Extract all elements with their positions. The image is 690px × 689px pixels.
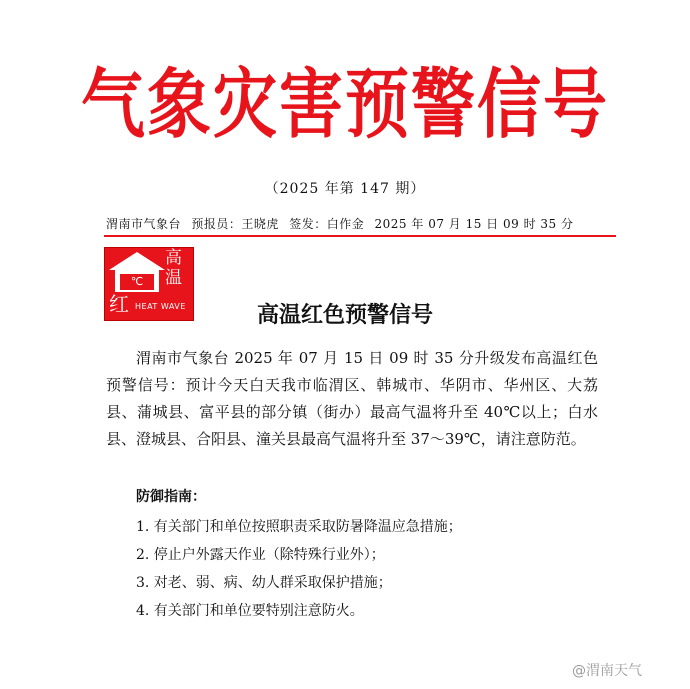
weibo-watermark: @渭南天气	[572, 663, 642, 679]
icon-char-gao: 高	[165, 248, 182, 268]
issue-datetime: 2025 年 07 月 15 日 09 时 35 分	[374, 217, 574, 231]
red-divider	[104, 235, 616, 237]
icon-heat-wave-label: HEAT WAVE	[135, 302, 186, 311]
icon-char-hong: 红	[109, 292, 129, 316]
guide-item: 3. 对老、弱、病、幼人群采取保护措施；	[136, 575, 392, 591]
guide-heading: 防御指南：	[136, 489, 206, 505]
house-roof-shape	[109, 252, 165, 270]
forecaster: 预报员：王晓虎	[191, 217, 279, 231]
masthead-title: 气象灾害预警信号	[81, 60, 609, 150]
icon-char-wen: 温	[165, 268, 182, 288]
guide-item: 1. 有关部门和单位按照职责采取防暑降温应急措施；	[136, 519, 462, 535]
issuer-line	[106, 215, 606, 232]
guide-item: 2. 停止户外露天作业（除特殊行业外）；	[136, 547, 385, 563]
warning-title: 高温红色预警信号	[256, 303, 433, 328]
warning-body: 渭南市气象台 2025 年 07 月 15 日 09 时 35 分升级发布高温红色预警信号：预计今天白天我市临渭区、韩城市、华阴市、华州区、大荔县、蒲城县、富平县的部分镇（街办）最高气温将升至 40℃以上；白水县、澄城县、合阳县、潼关县最高气温将升至 37～39℃，请注意防范。	[106, 349, 598, 448]
issuer: 渭南市气象台	[106, 217, 182, 231]
guide-item: 4. 有关部门和单位要特别注意防火。	[136, 603, 364, 619]
guide-list	[136, 513, 462, 625]
celsius-symbol: ℃	[120, 274, 154, 290]
issue-number: （2025 年第 147 期）	[264, 181, 426, 197]
signer: 签发：白作金	[289, 217, 365, 231]
